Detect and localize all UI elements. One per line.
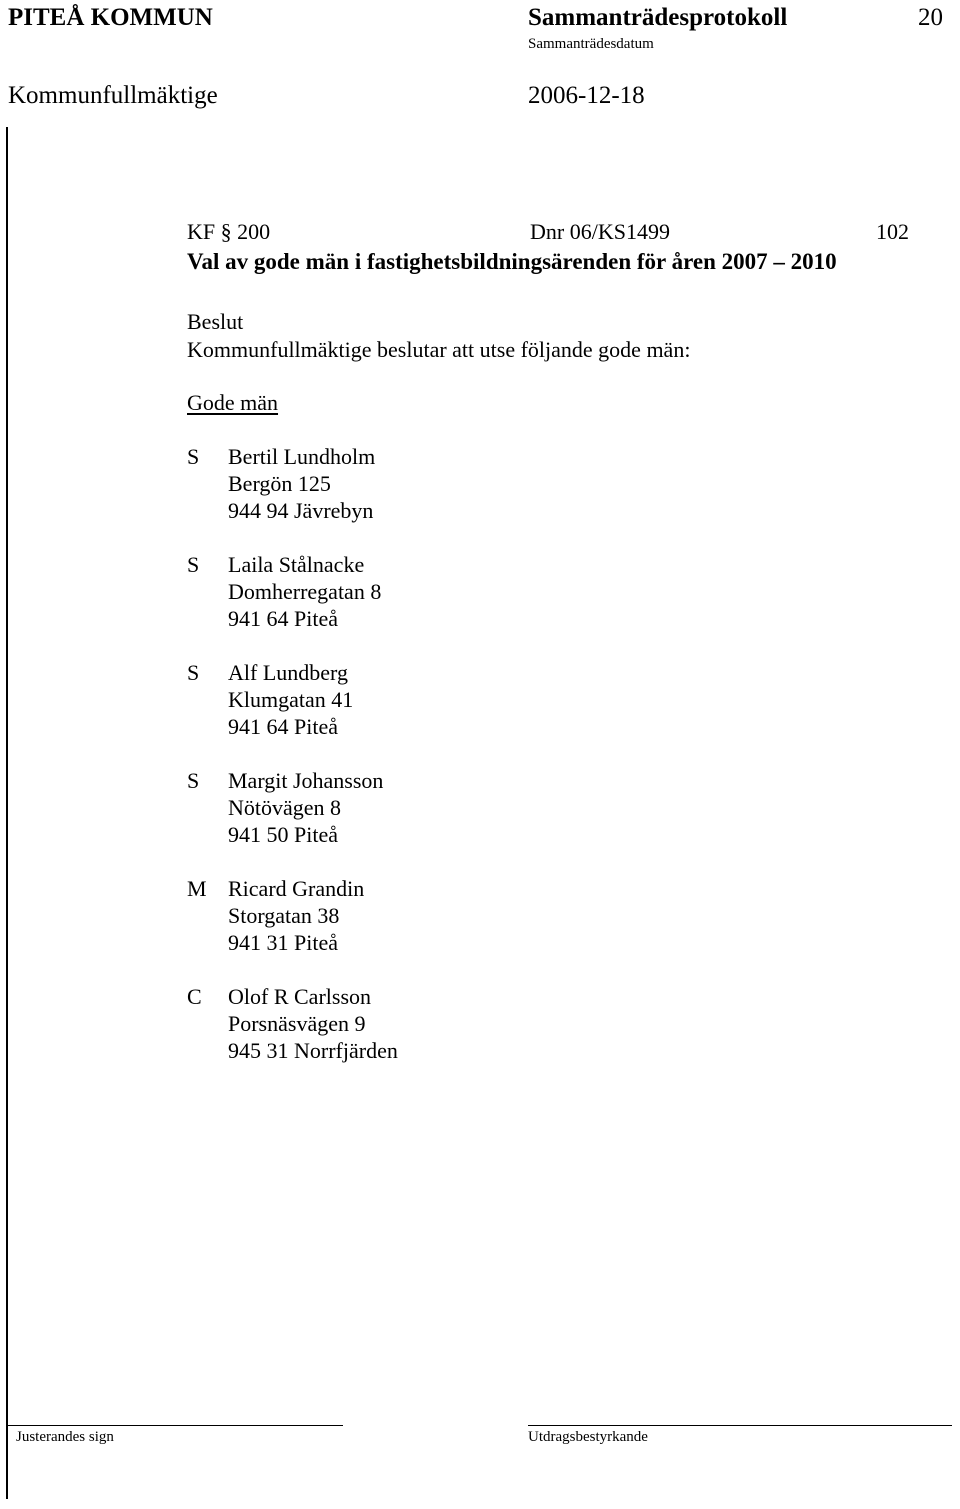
party-code: S [187,444,200,469]
street-address: Klumgatan 41 [228,687,354,712]
postal-address: 941 64 Piteå [228,714,338,739]
party-code: S [187,552,200,577]
list-item [187,767,398,875]
decision-text: Kommunfullmäktige beslutar att utse följande gode män: [187,337,691,362]
postal-address: 945 31 Norrfjärden [228,1038,398,1063]
signature-line [8,1425,343,1426]
street-address: Nötövägen 8 [228,795,342,820]
postal-address: 944 94 Jävrebyn [228,498,374,523]
case-page-number: 102 [876,219,909,244]
person-name: Ricard Grandin [228,876,365,901]
diary-number: Dnr 06/KS1499 [530,219,670,244]
left-margin-rule [6,127,8,1499]
meeting-date: 2006-12-18 [528,82,645,109]
page-number: 20 [918,4,943,31]
list-item [187,551,398,659]
case-number: KF § 200 [187,219,271,244]
person-name: Alf Lundberg [228,660,348,685]
party-code: S [187,660,200,685]
list-item [187,659,398,767]
person-name: Laila Stålnacke [228,552,365,577]
list-item [187,443,398,551]
gode-man-heading: Gode män [187,390,279,415]
party-code: C [187,984,202,1009]
person-name: Margit Johansson [228,768,384,793]
postal-address: 941 64 Piteå [228,606,338,631]
street-address: Storgatan 38 [228,903,340,928]
person-list [187,443,398,1091]
postal-address: 941 50 Piteå [228,822,338,847]
street-address: Bergön 125 [228,471,331,496]
street-address: Porsnäsvägen 9 [228,1011,366,1036]
utdragsbestyrkande-label: Utdragsbestyrkande [528,1429,648,1445]
list-item [187,983,398,1091]
party-code: S [187,768,200,793]
document-type: Sammanträdesprotokoll [528,4,788,31]
party-code: M [187,876,207,901]
decision-heading: Beslut [187,309,244,334]
organization-name: PITEÅ KOMMUN [8,4,213,31]
governing-body: Kommunfullmäktige [8,82,218,109]
meeting-date-label: Sammanträdesdatum [528,36,654,52]
justerandes-sign-label: Justerandes sign [16,1429,114,1445]
certification-line [528,1425,952,1426]
person-name: Olof R Carlsson [228,984,371,1009]
case-title: Val av gode män i fastighetsbildningsärenden för åren 2007 – 2010 [187,249,837,274]
street-address: Domherregatan 8 [228,579,382,604]
list-item [187,875,398,983]
person-name: Bertil Lundholm [228,444,376,469]
postal-address: 941 31 Piteå [228,930,338,955]
